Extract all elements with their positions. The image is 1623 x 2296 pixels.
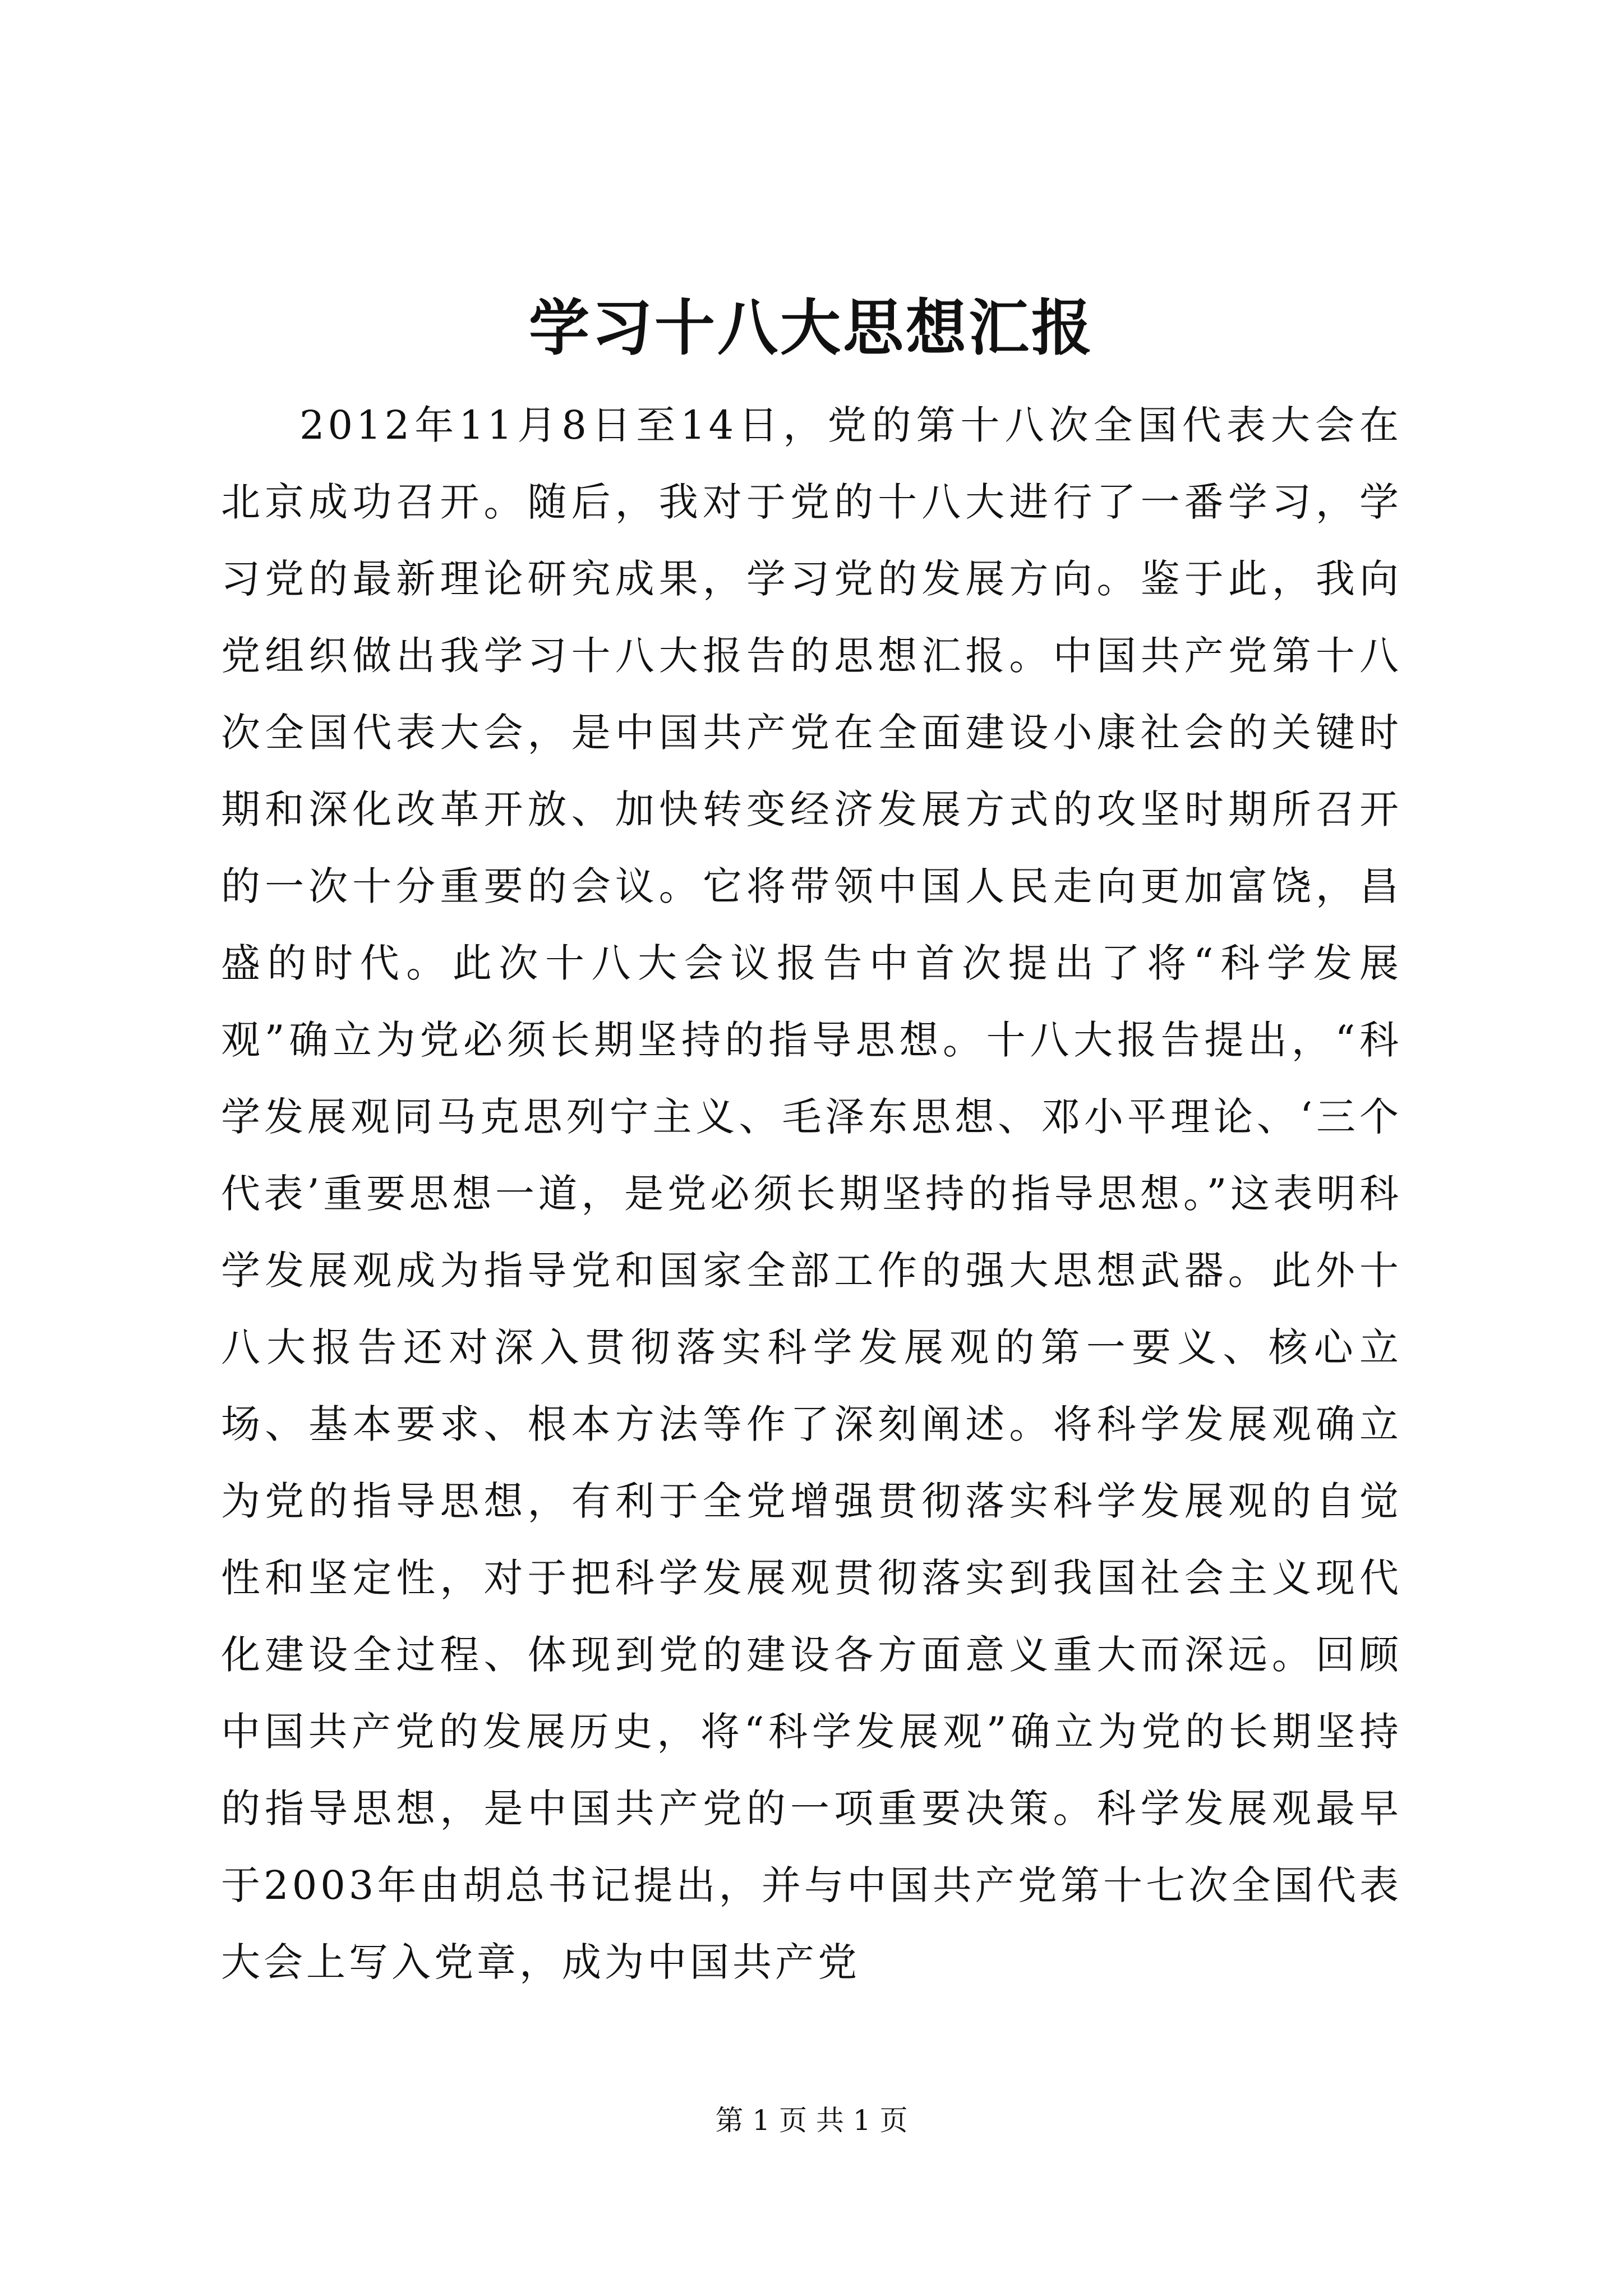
body-paragraph: 2012年11月8日至14日，党的第十八次全国代表大会在北京成功召开。随后，我对于党的十八大进行了一番学习，学习党的最新理论研究成果，学习党的发展方向。鉴于此，我向党组织做出我学习十八大报告的思想汇报。中国共产党第十八次全国代表大会，是中国共产党在全面建设小康社会的关键时期和深化改革开放、加快转变经济发展方式的攻坚时期所召开的一次十分重要的会议。它将带领中国人民走向更加富饶，昌盛的时代。此次十八大会议报告中首次提出了将“科学发展观”确立为党必须长期坚持的指导思想。十八大报告提出，“科学发展观同马克思列宁主义、毛泽东思想、邓小平理论、‘三个代表’重要思想一道，是党必须长期坚持的指导思想。”这表明科学发展观成为指导党和国家全部工作的强大思想武器。此外十八大报告还对深入贯彻落实科学发展观的第一要义、核心立场、基本要求、根本方法等作了深刻阐述。将科学发展观确立为党的指导思想，有利于全党增强贯彻落实科学发展观的自觉性和坚定性，对于把科学发展观贯彻落实到我国社会主义现代化建设全过程、体现到党的建设各方面意义重大而深远。回顾中国共产党的发展历史，将“科学发展观”确立为党的长期坚持的指导思想，是中国共产党的一项重要决策。科学发展观最早于2003年由胡总书记提出，并与中国共产党第十七次全国代表大会上写入党章，成为中国共产党 bbox=[221, 402, 1402, 1985]
document-title: 学习十八大思想汇报 bbox=[528, 293, 1094, 364]
page-footer: 第 1 页 共 1 页 bbox=[715, 2104, 908, 2137]
